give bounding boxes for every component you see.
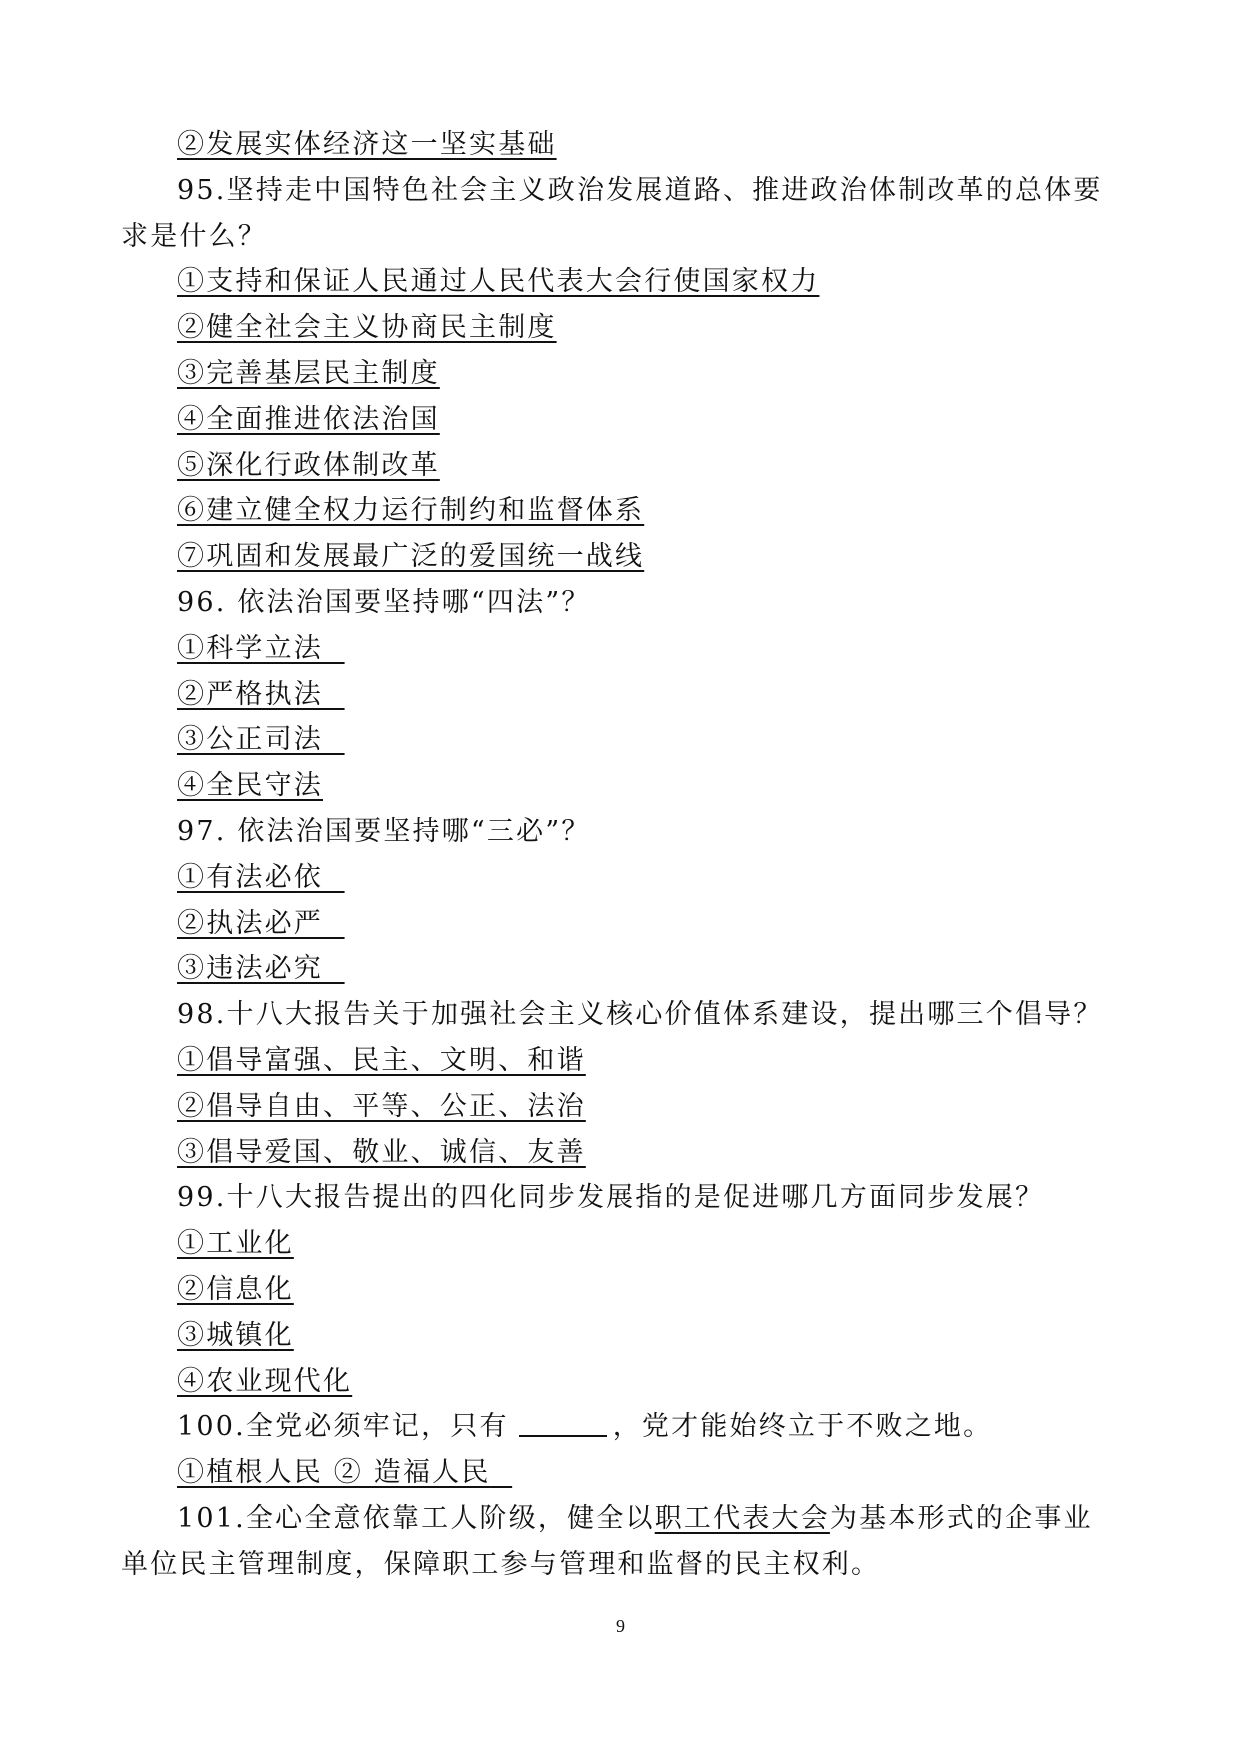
answer-line: ③违法必究 [177,953,323,985]
page-number: 9 [616,1616,625,1636]
fill-in-blank [519,1411,607,1437]
answer-line: ③完善基层民主制度 [177,357,440,389]
answer-line: ③倡导爱国、敬业、诚信、友善 [177,1136,586,1168]
answer-inline: 职工代表大会 [654,1502,830,1534]
answer-line: ⑤深化行政体制改革 [177,449,440,481]
question-text: ，党才能始终立于不败之地。 [612,1411,993,1443]
answer-line: ①有法必依 [177,861,323,893]
answer-line: ⑥建立健全权力运行制约和监督体系 [177,495,645,527]
answer-line: ①科学立法 [177,632,323,664]
question-line: 98.十八大报告关于加强社会主义核心价值体系建设，提出哪三个倡导？ [177,999,1103,1031]
question-text: 为基本形式的企事业单位民主管理制度，保障职工参与管理和监督的民主权利。 [121,1502,1093,1580]
answer-line: ②信息化 [177,1273,294,1305]
answer-line: ②发展实体经济这一坚实基础 [177,129,557,160]
question-line [121,1404,1121,1450]
answer-line: ①倡导富强、民主、文明、和谐 [177,1044,586,1076]
document-body [121,122,1121,1588]
answer-line: ③公正司法 [177,724,323,756]
answer-line: ④全面推进依法治国 [177,403,440,435]
question-text: 101.全心全意依靠工人阶级，健全以 [177,1502,655,1534]
question-line: 99.十八大报告提出的四化同步发展指的是促进哪几方面同步发展？ [177,1182,1045,1214]
answer-line: ①植根人民 ② 造福人民 [177,1457,491,1489]
answer-line: ②健全社会主义协商民主制度 [177,312,557,344]
answer-line: ①工业化 [177,1228,294,1260]
answer-line: ①支持和保证人民通过人民代表大会行使国家权力 [177,266,820,298]
answer-line: ②执法必严 [177,907,323,939]
question-line: 96. 依法治国要坚持哪“四法”？ [177,586,591,618]
answer-line: ②倡导自由、平等、公正、法治 [177,1090,586,1122]
answer-line: ③城镇化 [177,1319,294,1351]
question-text: 100.全党必须牢记，只有 [177,1411,509,1443]
answer-line: ②严格执法 [177,678,323,710]
question-line [121,1496,1121,1588]
question-line: 95.坚持走中国特色社会主义政治发展道路、推进政治体制改革的总体要求是什么？ [121,174,1103,252]
answer-line: ④全民守法 [177,770,323,802]
answer-line: ④农业现代化 [177,1365,353,1397]
answer-line: ⑦巩固和发展最广泛的爱国统一战线 [177,541,645,573]
question-line: 97. 依法治国要坚持哪“三必”？ [177,815,591,847]
